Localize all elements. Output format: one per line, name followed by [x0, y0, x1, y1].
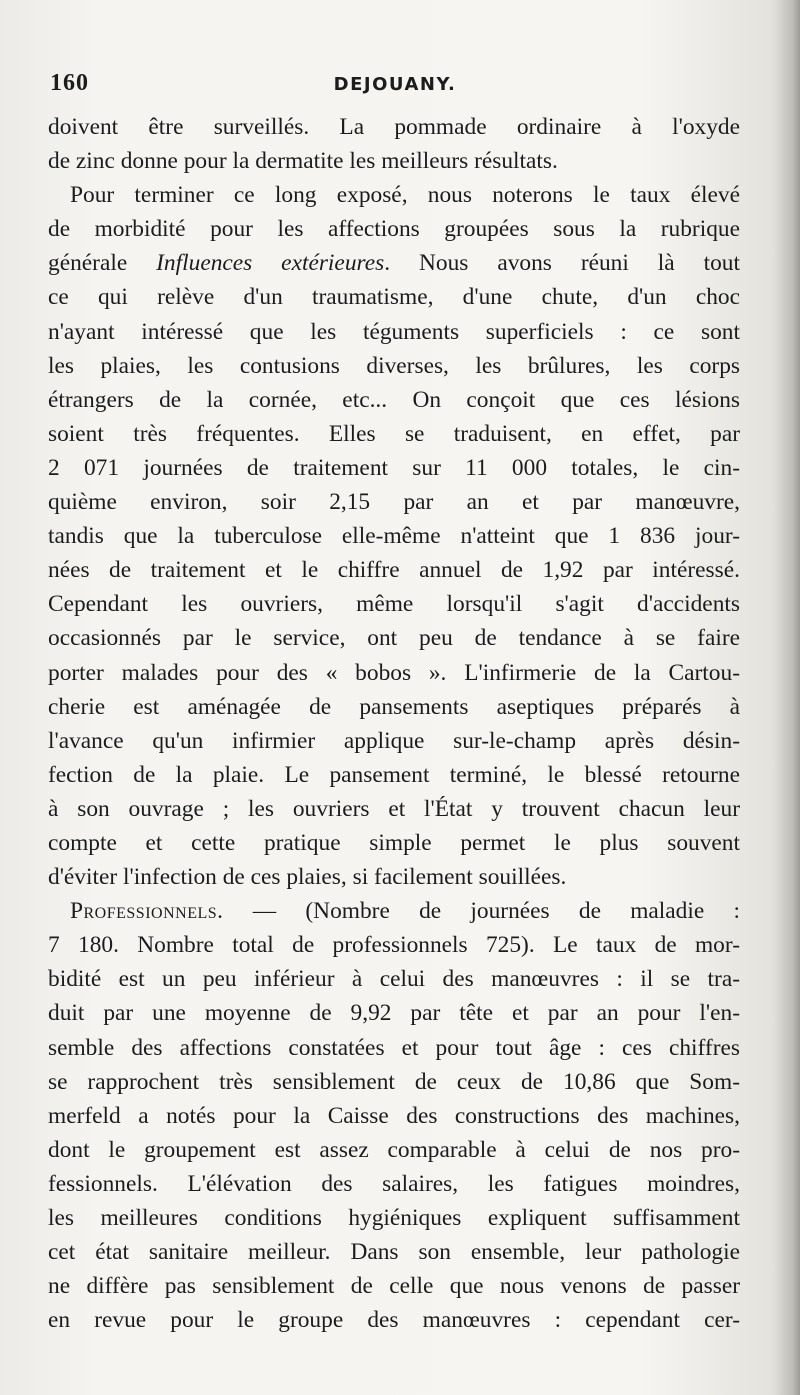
- running-head: DEJOUANY.: [333, 74, 457, 95]
- paragraph-start-line: [48, 894, 740, 928]
- text-line: de morbidité pour les affections groupées sous la rubrique: [48, 216, 740, 243]
- section-heading-smallcaps: Professionnels.: [70, 898, 224, 925]
- text-line: quième environ, soir 2,15 par an et par manœuvre,: [48, 489, 740, 516]
- text-line: étrangers de la cornée, etc... On conçoit que ces lésions: [48, 386, 740, 413]
- text-line: 7 180. Nombre total de professionnels 725). Le taux de mor-: [48, 932, 740, 959]
- page-header: [50, 70, 740, 102]
- text-line: doivent être surveillés. La pommade ordinaire à l'oxyde: [48, 114, 740, 140]
- text-line: de zinc donne pour la dermatite les meilleurs résultats.: [48, 148, 558, 175]
- text-line: se rapprochent très sensiblement de ceux de 10,86 que Som-: [48, 1068, 740, 1095]
- text-line: d'éviter l'infection de ces plaies, si facilement souillées.: [48, 864, 567, 891]
- paragraph-start-line: Pour terminer ce long exposé, nous noterons le taux élevé: [70, 182, 740, 209]
- text-line: à son ouvrage ; les ouvriers et l'État y trouvent chacun leur: [48, 795, 740, 822]
- text-line: les plaies, les contusions diverses, les brûlures, les corps: [48, 352, 740, 379]
- text-line: en revue pour le groupe des manœuvres : cependant cer-: [48, 1307, 740, 1334]
- text-line: fection de la plaie. Le pansement terminé, le blessé retourne: [48, 761, 740, 788]
- text-line: occasionnés par le service, ont peu de tendance à se faire: [48, 625, 740, 652]
- text-line: l'avance qu'un infirmier applique sur-le-champ après désin-: [48, 727, 740, 754]
- italic-term: Influences extérieures: [156, 250, 385, 277]
- text-line: cet état sanitaire meilleur. Dans son ensemble, leur pathologie: [48, 1239, 740, 1266]
- text-line: duit par une moyenne de 9,92 par tête et par an pour l'en-: [48, 1000, 740, 1027]
- text-line: ce qui relève d'un traumatisme, d'une chute, d'un choc: [48, 284, 740, 311]
- text-line: Cependant les ouvriers, même lorsqu'il s'agit d'accidents: [48, 591, 740, 618]
- text-line: 2 071 journées de traitement sur 11 000 totales, le cin-: [48, 454, 740, 481]
- text-line: dont le groupement est assez comparable à celui de nos pro-: [48, 1136, 740, 1163]
- text-line: n'ayant intéressé que les téguments superficiels : ce sont: [48, 318, 740, 345]
- text-line: compte et cette pratique simple permet le plus souvent: [48, 829, 740, 856]
- text-run: — (Nombre de journées de maladie :: [223, 898, 740, 925]
- text-line: semble des affections constatées et pour tout âge : ces chiffres: [48, 1034, 740, 1061]
- text-run: . Nous avons réuni là tout: [384, 250, 740, 277]
- text-line: ne diffère pas sensiblement de celle que nous venons de passer: [48, 1273, 740, 1300]
- text-line: merfeld a notés pour la Caisse des constructions des machines,: [48, 1102, 740, 1129]
- page-number: 160: [50, 70, 89, 96]
- text-line: porter malades pour des « bobos ». L'infirmerie de la Cartou-: [48, 659, 740, 686]
- page-edge-shadow: [774, 0, 800, 1395]
- text-line: fessionnels. L'élévation des salaires, les fatigues moindres,: [48, 1170, 740, 1197]
- text-line: soient très fréquentes. Elles se traduisent, en effet, par: [48, 420, 740, 447]
- text-line: bidité est un peu inférieur à celui des manœuvres : il se tra-: [48, 966, 740, 993]
- text-line: tandis que la tuberculose elle-même n'atteint que 1 836 jour-: [48, 523, 740, 550]
- text-line: [48, 246, 740, 280]
- body-text: [48, 110, 740, 1337]
- text-run: générale: [48, 250, 157, 277]
- text-line: cherie est aménagée de pansements aseptiques préparés à: [48, 693, 740, 720]
- text-line: les meilleures conditions hygiéniques expliquent suffisamment: [48, 1205, 740, 1231]
- text-line: nées de traitement et le chiffre annuel de 1,92 par intéressé.: [48, 557, 740, 584]
